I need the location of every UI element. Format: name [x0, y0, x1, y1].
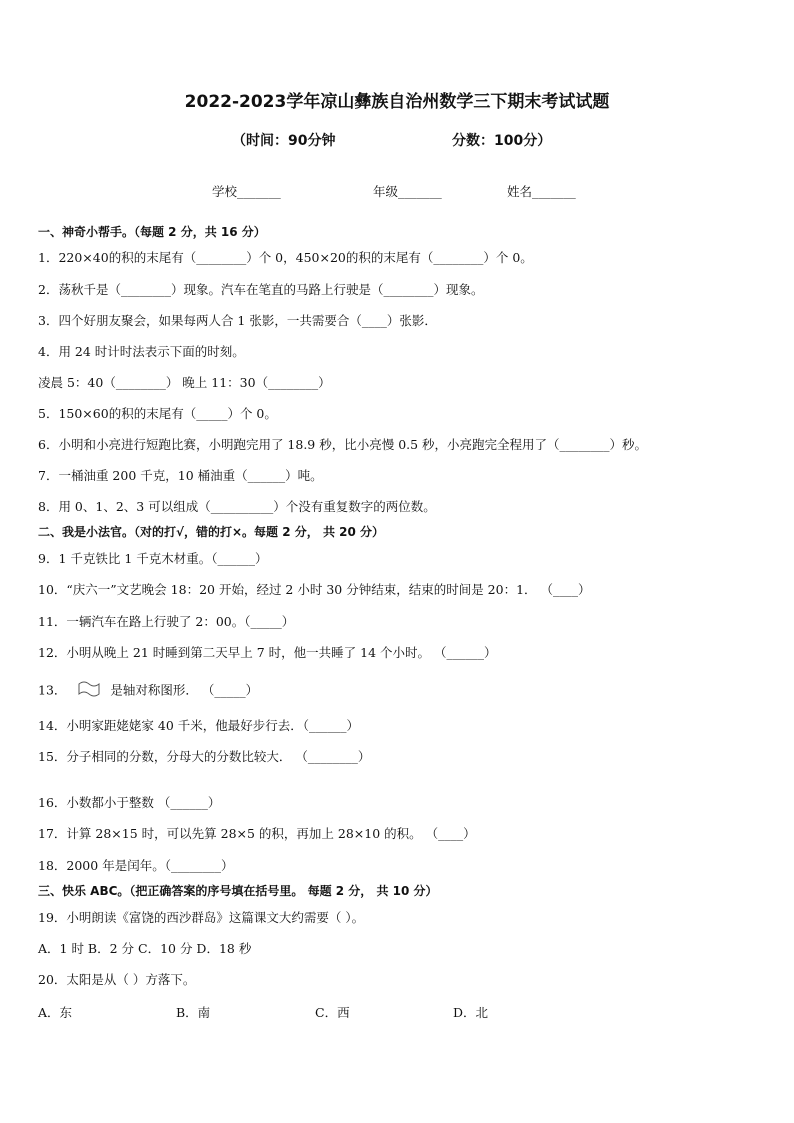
question-19: 19．小明朗读《富饶的西沙群岛》这篇课文大约需要（ ）。	[38, 910, 365, 925]
question-4: 4．用 24 时计时法表示下面的时刻。	[38, 344, 245, 359]
question-9: 9．1 千克铁比 1 千克木材重。（______）	[38, 551, 268, 566]
score-label: 分数：100分）	[452, 133, 552, 149]
grade-field: 年级_______	[373, 184, 442, 199]
question-7: 7．一桶油重 200 千克，10 桶油重（______）吨。	[38, 468, 323, 483]
question-18: 18．2000 年是闰年。（________）	[38, 858, 234, 873]
question-12: 12．小明从晚上 21 时睡到第二天早上 7 时，他一共睡了 14 个小时。 （______）	[38, 645, 497, 660]
time-label: （时间：90分钟	[232, 133, 336, 149]
question-2: 2．荡秋千是（________）现象。汽车在笔直的马路上行驶是（________）现象。	[38, 282, 484, 297]
question-14: 14．小明家距姥姥家 40 千米，他最好步行去．（______）	[38, 718, 360, 733]
question-20-option-d: D．北	[453, 1005, 489, 1020]
name-field: 姓名_______	[507, 184, 576, 199]
question-5: 5．150×60的积的末尾有（_____）个 0。	[38, 406, 277, 421]
flag-shape-icon	[76, 680, 102, 702]
school-field: 学校_______	[212, 184, 281, 199]
question-20: 20．太阳是从（ ）方落下。	[38, 972, 196, 987]
question-4-sub: 凌晨 5：40（________） 晚上 11：30（________）	[38, 375, 331, 390]
question-10: 10．“庆六一”文艺晚会 18：20 开始，经过 2 小时 30 分钟结束，结束的时间是 20：1． （____）	[38, 582, 591, 597]
question-8: 8．用 0、1、2、3 可以组成（__________）个没有重复数字的两位数。	[38, 499, 436, 514]
question-13-text: 是轴对称图形． （_____）	[110, 682, 259, 698]
question-1: 1．220×40的积的末尾有（________）个 0，450×20的积的末尾有（________）个 0。	[38, 250, 533, 265]
question-15: 15．分子相同的分数，分母大的分数比较大． （________）	[38, 749, 371, 764]
question-16: 16．小数都小于整数 （______）	[38, 795, 221, 810]
question-20-option-c: C．西	[315, 1005, 350, 1020]
question-17: 17．计算 28×15 时，可以先算 28×5 的积，再加上 28×10 的积。 （____）	[38, 826, 476, 841]
question-13-number: 13．	[38, 682, 67, 698]
question-20-option-b: B．南	[176, 1005, 211, 1020]
question-11: 11．一辆汽车在路上行驶了 2：00。（_____）	[38, 614, 295, 629]
question-19-options: A．1 时 B．2 分 C．10 分 D．18 秒	[38, 941, 252, 956]
question-6: 6．小明和小亮进行短跑比赛，小明跑完用了 18.9 秒，比小亮慢 0.5 秒，小亮跑完全程用了（________）秒。	[38, 437, 648, 452]
section-2-heading: 二、我是小法官。（对的打√，错的打×。每题 2 分， 共 20 分）	[38, 525, 384, 539]
page-title: 2022-2023学年凉山彝族自治州数学三下期末考试试题	[184, 92, 610, 112]
section-1-heading: 一、神奇小帮手。（每题 2 分，共 16 分）	[38, 225, 266, 239]
question-20-option-a: A．东	[38, 1005, 73, 1020]
question-3: 3．四个好朋友聚会，如果每两人合 1 张影，一共需要合（____）张影．	[38, 313, 437, 328]
section-3-heading: 三、快乐 ABC。（把正确答案的序号填在括号里。 每题 2 分， 共 10 分）	[38, 884, 438, 898]
question-13	[38, 680, 258, 702]
